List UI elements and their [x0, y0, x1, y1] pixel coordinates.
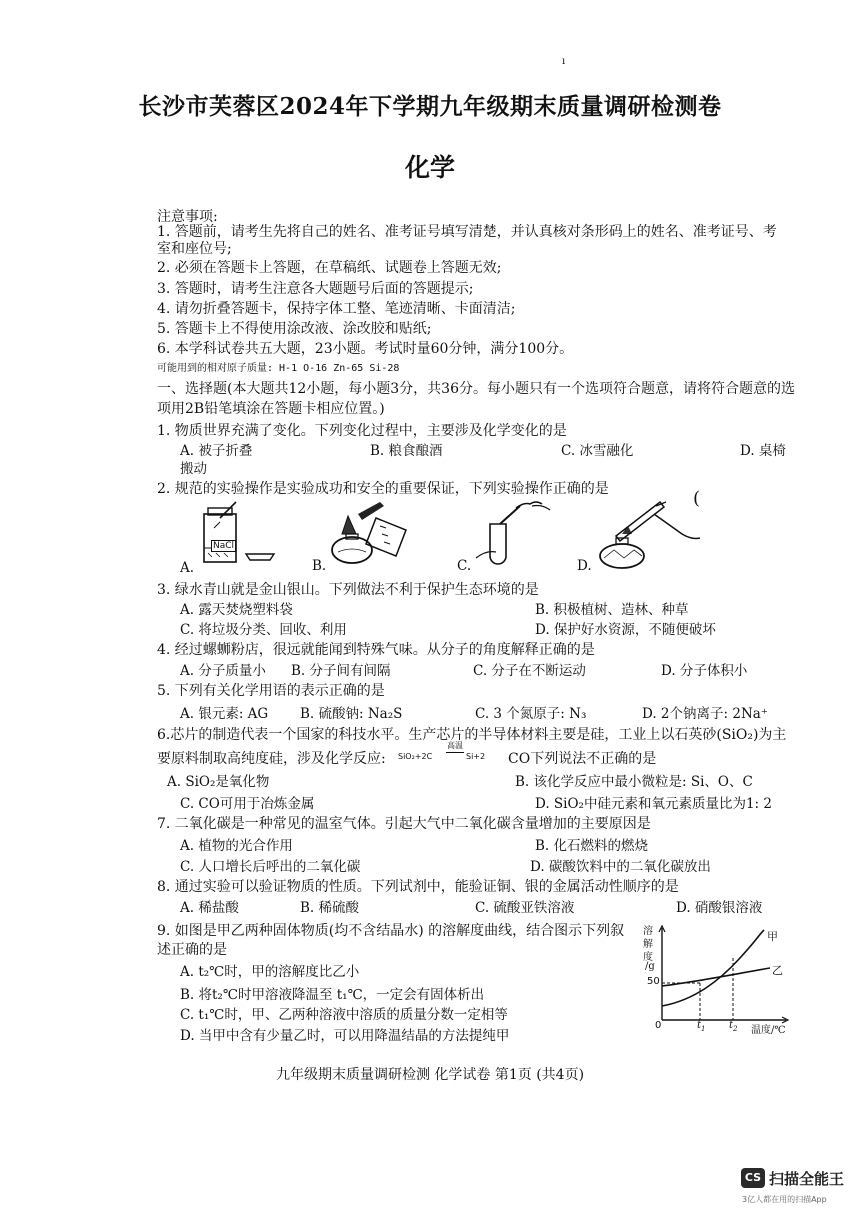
camscanner-tagline: 3亿人都在用的扫描App [742, 1195, 827, 1204]
q9-option-b: B. 将t₂℃时甲溶液降温至 t₁℃，一定会有固体析出 [180, 987, 485, 1003]
atomic-masses: 可能用到的相对原子质量: H-1 O-16 Zn-65 Si-28 [157, 363, 400, 374]
q9-stem: 9. 如图是甲乙两种固体物质(均不含结晶水) 的溶解度曲线，结合图示下列叙 [157, 923, 625, 939]
q5-option-a: A. 银元素: AG [180, 706, 269, 722]
q6-equation-left: SiO₂+2C [398, 752, 433, 761]
q2-option-b: B. [312, 558, 327, 574]
scan-mark: ı [562, 56, 566, 67]
q1-option-d: D. 桌椅 [740, 443, 786, 459]
q8-option-d: D. 硝酸银溶液 [676, 900, 763, 916]
q4-option-d: D. 分子体积小 [661, 663, 748, 679]
note-4: 4. 请勿折叠答题卡，保持字体工整、笔迹清晰、卡面清洁; [157, 301, 516, 317]
q7-stem: 7. 二氧化碳是一种常见的温室气体。引起大气中二氧化碳含量增加的主要原因是 [157, 816, 651, 832]
q3-option-c: C. 将垃圾分类、回收、利用 [180, 622, 347, 638]
q1-option-a: A. 被子折叠 [180, 443, 253, 459]
section-1-heading-cont: 项用2B铅笔填涂在答题卡相应位置。) [157, 401, 385, 417]
note-5: 5. 答题卡上不得使用涂改液、涂改胶和贴纸; [157, 321, 432, 337]
q6-equation-arrow [446, 752, 464, 753]
note-2: 2. 必须在答题卡上答题，在草稿纸、试题卷上答题无效; [157, 260, 502, 276]
q5-option-b: B. 硫酸钠: Na₂S [300, 706, 403, 722]
nacl-reagent-figure [200, 498, 280, 570]
t1-letter: t [697, 1020, 702, 1031]
q2-stem: 2. 规范的实验操作是实验成功和安全的重要保证，下列实验操作正确的是 [157, 481, 609, 497]
q7-option-c: C. 人口增长后呼出的二氧化碳 [180, 859, 361, 875]
q4-option-c: C. 分子在不断运动 [473, 663, 586, 679]
q2-paren: ( [693, 488, 701, 509]
q5-option-c: C. 3 个氮原子: N₃ [475, 706, 587, 722]
dropper-test-tube-figure [470, 494, 558, 570]
section-1-heading: 一、选择题(本大题共12小题，每小题3分，共36分。每小题只有一个选项符合题意，请将符合题意的选 [157, 381, 795, 397]
note-1: 1. 答题前，请考生先将自己的姓名、准考证号填写清楚，并认真核对条形码上的姓名、准考证号、考 [157, 224, 777, 240]
subject-title: 化学 [404, 153, 455, 182]
q9-option-d: D. 当甲中含有少量乙时，可以用降温结晶的方法提纯甲 [180, 1028, 510, 1044]
q5-stem: 5. 下列有关化学用语的表示正确的是 [157, 683, 385, 699]
note-1-cont: 室和座位号; [157, 241, 232, 257]
q1-option-c: C. 冰雪融化 [561, 443, 634, 459]
alcohol-lamp-figure [326, 496, 418, 570]
q1-option-b: B. 粮食酿酒 [370, 443, 443, 459]
q6-equation-right: Si+2 [466, 752, 486, 761]
q4-option-b: B. 分子间有间隔 [291, 663, 391, 679]
graph-y-label-3: 度 [643, 952, 653, 963]
page-title: 长沙市芙蓉区2024年下学期九年级期末质量调研检测卷 [138, 93, 722, 120]
q3-option-b: B. 积极植树、造林、种草 [535, 602, 689, 618]
q7-option-d: D. 碳酸饮料中的二氧化碳放出 [530, 859, 711, 875]
q8-option-a: A. 稀盐酸 [180, 900, 239, 916]
q7-option-a: A. 植物的光合作用 [180, 838, 293, 854]
q5-option-d: D. 2个钠离子: 2Na⁺ [642, 706, 768, 722]
q9-option-c: C. t₁℃时，甲、乙两种溶液中溶质的质量分数一定相等 [180, 1007, 508, 1023]
q8-option-c: C. 硫酸亚铁溶液 [475, 900, 575, 916]
notes-heading: 注意事项: [157, 209, 218, 225]
q2-option-a: A. [180, 560, 195, 576]
q1-stem: 1. 物质世界充满了变化。下列变化过程中，主要涉及化学变化的是 [157, 423, 567, 439]
q6-option-a: A. SiO₂是氧化物 [167, 774, 270, 790]
q7-option-b: B. 化石燃料的燃烧 [535, 838, 649, 854]
q3-option-a: A. 露天焚烧塑料袋 [180, 602, 293, 618]
nacl-label: NaCl [213, 541, 235, 551]
q6-stem: 6.芯片的制造代表一个国家的科技水平。生产芯片的半导体材料主要是硅，工业上以石英砂(SiO₂)为主 [157, 727, 787, 743]
q2-option-c: C. [457, 558, 472, 574]
q8-stem: 8. 通过实验可以验证物质的性质。下列试剂中，能验证铜、银的金属活动性顺序的是 [157, 879, 679, 895]
q6-option-d: D. SiO₂中硅元素和氧元素质量比为1: 2 [535, 796, 772, 812]
graph-curve-jia-label: 甲 [767, 930, 778, 943]
q6-stem-end: CO下列说法不正确的是 [508, 751, 657, 767]
q3-stem: 3. 绿水青山就是金山银山。下列做法不利于保护生态环境的是 [157, 582, 539, 598]
q3-option-d: D. 保护好水资源，不随便破坏 [535, 622, 716, 638]
curve-jia [662, 930, 764, 1006]
q9-option-a: A. t₂℃时，甲的溶解度比乙小 [180, 964, 360, 980]
t2-subscript: 2 [733, 1025, 738, 1033]
note-3: 3. 答题时，请考生注意各大题题号后面的答题提示; [157, 281, 474, 297]
graph-x-label: 温度/℃ [751, 1025, 786, 1036]
graph-y-label-4: /g [645, 961, 655, 972]
graph-origin: 0 [655, 1020, 662, 1031]
page-footer: 九年级期末质量调研检测 化学试卷 第1页 (共4页) [275, 1067, 585, 1083]
graph-y-tick-50: 50 [647, 976, 660, 987]
t2-letter: t [729, 1020, 734, 1031]
q6-option-c: C. CO可用于冶炼金属 [180, 796, 315, 812]
q4-stem: 4. 经过螺蛳粉店，很远就能闻到特殊气味。从分子的角度解释正确的是 [157, 642, 595, 658]
q6-equation-condition: 高温 [447, 741, 463, 750]
graph-curve-yi-label: 乙 [772, 964, 783, 977]
q4-option-a: A. 分子质量小 [180, 663, 266, 679]
q6-option-b: B. 该化学反应中最小微粒是: Si、O、C [515, 774, 753, 790]
graph-y-label-1: 溶 [643, 926, 653, 937]
q6-stem-cont: 要原料制取高纯度硅，涉及化学反应: [157, 751, 386, 767]
graph-x-tick-t2 [729, 1020, 738, 1033]
camscanner-name: 扫描全能王 [769, 1170, 845, 1188]
q2-option-d: D. [577, 558, 592, 574]
heating-test-tube-figure [594, 498, 704, 572]
q9-stem-cont: 述正确的是 [157, 942, 227, 958]
q8-option-b: B. 稀硫酸 [300, 900, 360, 916]
camscanner-logo: CS [741, 1168, 765, 1188]
t1-subscript: 1 [701, 1025, 706, 1033]
q1-option-d-cont: 搬动 [180, 461, 207, 477]
graph-y-label-2: 解 [643, 939, 653, 950]
note-6: 6. 本学科试卷共五大题，23小题。考试时量60分钟，满分100分。 [157, 341, 574, 357]
graph-x-tick-t1 [697, 1020, 706, 1033]
